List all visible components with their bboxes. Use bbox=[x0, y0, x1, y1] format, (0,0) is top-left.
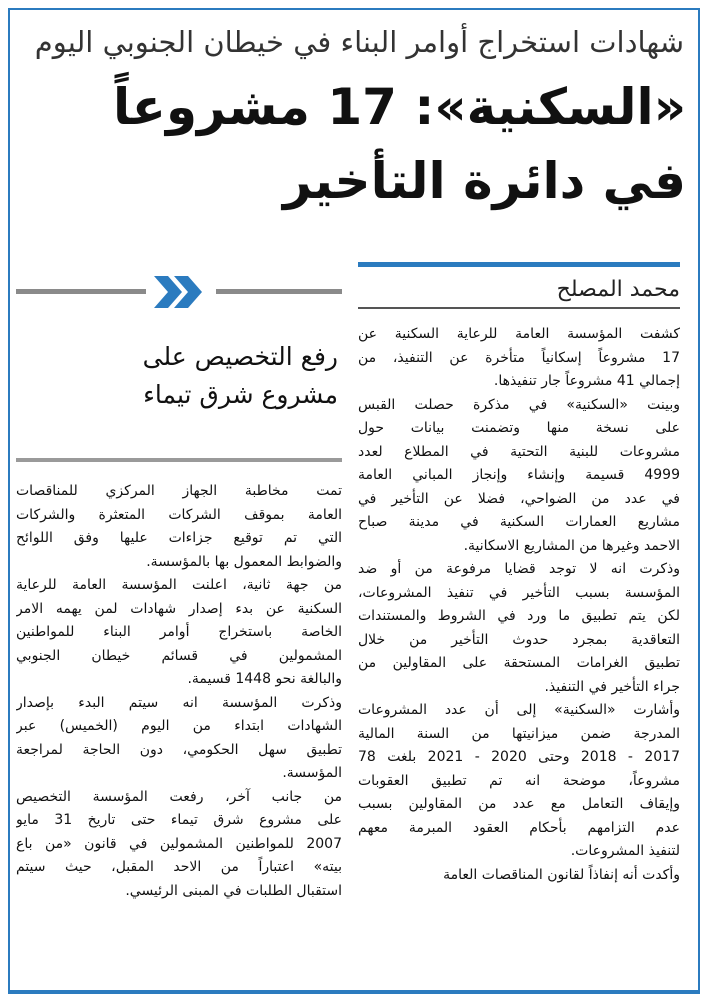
text-line: السكنية عن بدء إصدار شهادات لمن يهمه الامر bbox=[16, 600, 342, 617]
article-kicker: شهادات استخراج أوامر البناء في خيطان الجنوبي اليوم bbox=[34, 25, 684, 59]
text-line: من جانب آخر، رفعت المؤسسة التخصيص bbox=[16, 788, 342, 805]
sidebar-ornament bbox=[16, 270, 342, 314]
text-line: 2017 - 2018 وحتى 2020 - 2021 بلغت 78 bbox=[358, 749, 680, 765]
headline-line: «السكنية»: 17 مشروعاً bbox=[113, 78, 686, 136]
text-line: 17 مشروعاً إسكانياً متأخرة عن التنفيذ، من bbox=[358, 349, 680, 366]
sidebar-divider bbox=[16, 458, 342, 462]
text-line: كشفت المؤسسة العامة للرعاية السكنية عن bbox=[358, 326, 680, 342]
main-column bbox=[358, 262, 680, 887]
text-line: المشمولين في قسائم خيطان الجنوبي bbox=[16, 647, 342, 664]
author-underline bbox=[358, 307, 680, 309]
text-line: الشهادات ابتداء من اليوم (الخميس) عبر bbox=[16, 718, 342, 734]
article-headline bbox=[20, 70, 686, 218]
sidebar-headline-line: مشروع شرق تيماء bbox=[143, 380, 338, 409]
text-line: 2007 للمواطنين المشمولين في قانون «من باع bbox=[16, 835, 342, 852]
text-line: المدرجة ضمن ميزانيتها من السنة المالية bbox=[358, 725, 680, 742]
text-line: التي تم توقيع جزاءات عليها وفق اللوائح bbox=[16, 530, 342, 546]
text-line: وذكرت انه لا توجد قضايا مرفوعة من أو ضد bbox=[358, 561, 680, 577]
text-line: العامة بموقف الشركات المتعثرة والشركات bbox=[16, 506, 342, 523]
text-line: إجمالي 41 مشروعاً جار تنفيذها. bbox=[493, 373, 680, 389]
text-line: الاحمد وغيرها من المشاريع الاسكانية. bbox=[463, 537, 680, 554]
text-line: بيته» اعتباراً من الاحد المقبل، حيث سيتم bbox=[16, 859, 342, 875]
text-line: على مشروع شرق تيماء حتى تاريخ 31 مايو bbox=[16, 812, 342, 828]
text-line: على نسخة منها وتضمنت بيانات حول bbox=[358, 420, 680, 436]
text-line: لكن يتم تطبيق ما ورد في الشروط والمستندات bbox=[358, 608, 680, 624]
text-line: وأكدت أنه إنفاذاً لقانون المناقصات العامة bbox=[443, 866, 680, 883]
text-line: عدم التزامهم بأحكام العقود المبرمة معهم bbox=[358, 819, 680, 836]
sidebar-headline-line: رفع التخصيص على bbox=[142, 342, 338, 371]
text-line: والضوابط المعمول بها بالمؤسسة. bbox=[146, 553, 342, 570]
text-line: المؤسسة بسبب التأخير في تنفيذ المشروعات، bbox=[358, 584, 680, 601]
text-line: وبينت «السكنية» في مذكرة حصلت القبس bbox=[358, 396, 680, 413]
sidebar-headline bbox=[16, 338, 342, 414]
text-line: تمت مخاطبة الجهاز المركزي للمناقصات bbox=[16, 483, 342, 499]
text-line: مشروعات للبنية التحتية في المطلاع لعدد bbox=[358, 443, 680, 460]
text-line: لتنفيذ المشروعات. bbox=[570, 843, 680, 859]
ornament-bar-right bbox=[216, 289, 342, 294]
text-line: وذكرت المؤسسة انه سيتم البدء بإصدار bbox=[16, 694, 342, 711]
author-top-rule bbox=[358, 262, 680, 267]
text-line: مشروعاً، موضحة انه تم تطبيق العقوبات bbox=[358, 772, 680, 789]
main-column-text bbox=[358, 323, 680, 887]
text-line: تطبيق الغرامات المستحقة على المقاولين من bbox=[358, 655, 680, 671]
headline-line: في دائرة التأخير bbox=[283, 152, 686, 210]
left-column-text bbox=[16, 480, 342, 903]
text-line: جراء التأخير في التنفيذ. bbox=[544, 678, 680, 695]
double-chevron-icon bbox=[148, 272, 214, 312]
text-line: من جهة ثانية، اعلنت المؤسسة العامة للرعاية bbox=[16, 577, 342, 593]
text-line: المؤسسة. bbox=[282, 765, 342, 781]
bottom-rule bbox=[8, 991, 700, 994]
text-line: في عدد من الضواحي، فضلا عن التأخير في bbox=[358, 490, 680, 507]
text-line: الخاصة باستخراج أوامر البناء للمواطنين bbox=[16, 624, 342, 640]
text-line: والبالغة نحو 1448 قسيمة. bbox=[187, 671, 342, 687]
text-line: وإيقاف التعامل مع عدد من المقاولين بسبب bbox=[358, 796, 680, 812]
sidebar-box bbox=[16, 270, 342, 414]
text-line: وأشارت «السكنية» إلى أن عدد المشروعات bbox=[358, 702, 680, 718]
ornament-bar-left bbox=[16, 289, 146, 294]
text-line: مشاريع العمارات السكنية في مدينة صباح bbox=[358, 514, 680, 530]
author-byline: محمد المصلح bbox=[556, 277, 680, 302]
text-line: التعاقدية بمجرد حدوث التأخير من خلال bbox=[358, 631, 680, 648]
text-line: 4999 قسيمة وإنشاء وإنجاز المباني العامة bbox=[358, 467, 680, 483]
text-line: تطبيق سهل الحكومي، دون الحاجة لمراجعة bbox=[16, 741, 342, 758]
text-line: استقبال الطلبات في المبنى الرئيسي. bbox=[125, 882, 342, 899]
